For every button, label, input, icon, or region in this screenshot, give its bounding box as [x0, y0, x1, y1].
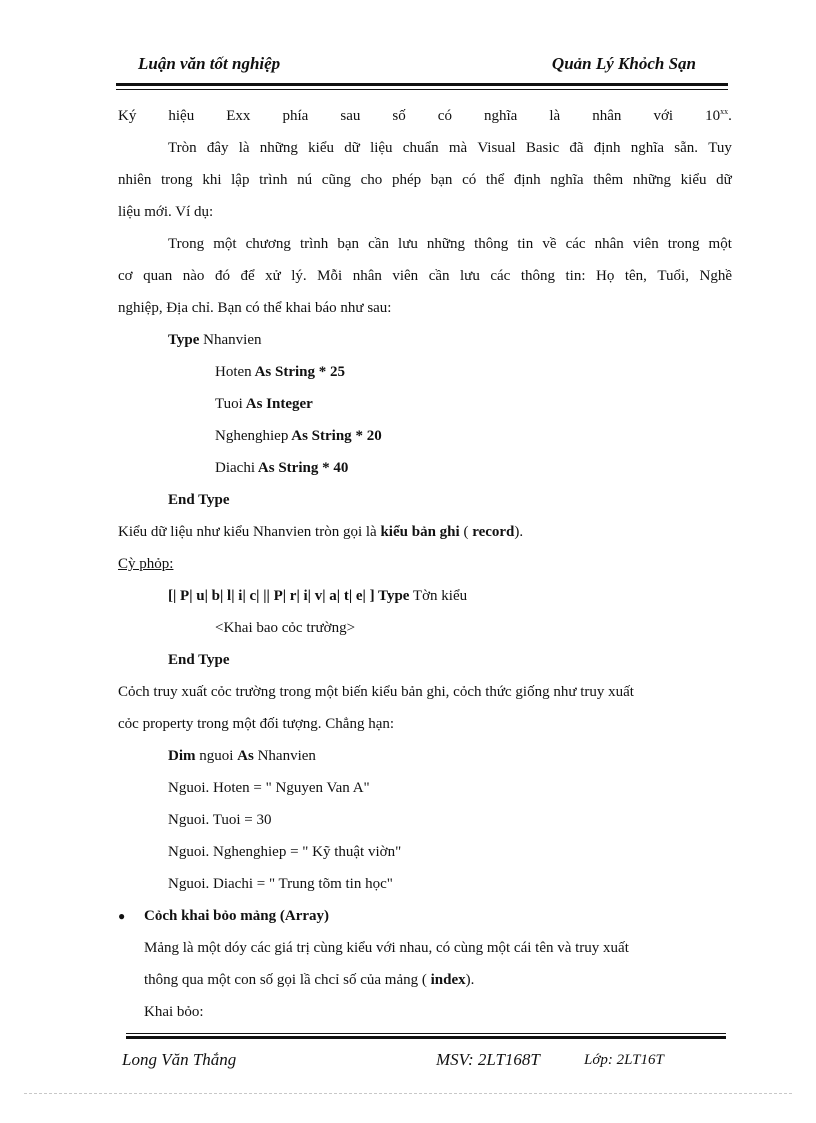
header-project-title: Quản Lý Khỏch Sạn	[551, 54, 696, 73]
paragraph-standard-types-line3: liệu mới. Ví dụ:	[118, 204, 214, 220]
code-type-declaration: Type Nhanvien	[168, 332, 262, 348]
code-field-tuoi: Tuoi As Integer	[215, 396, 313, 412]
header-thesis-title: Luận văn tốt nghiệp	[138, 54, 281, 73]
footer-rule-thick	[126, 1036, 726, 1039]
syntax-fields-line: <Khai bao cỏc trường>	[215, 620, 356, 636]
bullet-icon: ●	[118, 909, 126, 923]
header-rule-thick	[116, 83, 728, 86]
code-end-type: End Type	[168, 492, 230, 508]
paragraph-standard-types-line2: nhiên trong khi lập trình nú cũng cho phép bạn có thể định nghĩa thêm những kiểu dữ	[118, 172, 732, 188]
header-rule-thin	[116, 89, 728, 90]
footer-student-id: MSV: 2LT168T	[436, 1050, 540, 1069]
record-definition: Kiểu dữ liệu như kiểu Nhanvien tròn gọi là kiểu bản ghi ( record).	[118, 524, 524, 540]
line-exponent-note: Ký hiệu Exx phía sau số có nghĩa là nhân với 10$^{xx}$.	[118, 107, 732, 124]
footer-author-name: Long Văn Thắng	[122, 1050, 237, 1069]
syntax-end-type: End Type	[168, 652, 230, 668]
code-assign-tuoi: Nguoi. Tuoi = 30	[168, 812, 272, 828]
paragraph-employee-line1: Trong một chương trình bạn cần lưu những thông tin về các nhân viên trong một	[168, 236, 732, 252]
code-field-nghenghiep: Nghenghiep As String * 20	[215, 428, 382, 444]
code-dim-statement: Dim nguoi As Nhanvien	[168, 748, 316, 764]
array-paragraph-line2: thông qua một con số gọi lầ chcỉ số của mảng ( index).	[144, 972, 475, 988]
footer-class: Lớp: 2LT16T	[584, 1052, 664, 1068]
document-body	[118, 100, 732, 1028]
code-assign-nghenghiep: Nguoi. Nghenghiep = " Kỹ thuật viờn"	[168, 844, 402, 860]
footer-rule-thin	[126, 1033, 726, 1034]
syntax-heading: Cỳ phỏp:	[118, 556, 174, 572]
syntax-type-line: [| P| u| b| l| i| c| || P| r| i| v| a| t| e| ] Type Tờn kiểu	[168, 588, 468, 604]
access-paragraph-line2: cỏc property trong một đối tượng. Chẳng hạn:	[118, 716, 395, 732]
array-declare-label: Khai bỏo:	[144, 1004, 204, 1020]
page-bottom-edge	[24, 1093, 792, 1094]
code-field-diachi: Diachi As String * 40	[215, 460, 349, 476]
paragraph-employee-line3: nghiệp, Địa chỉ. Bạn có thể khai báo như sau:	[118, 300, 392, 316]
array-section-heading: ● Cỏch khai bỏo mảng (Array)	[118, 900, 732, 932]
access-paragraph-line1: Cỏch truy xuất cỏc trường trong một biến kiểu bản ghi, cỏch thức giống như truy xuất	[118, 684, 634, 700]
code-field-hoten: Hoten As String * 25	[215, 364, 346, 380]
code-assign-diachi: Nguoi. Diachi = " Trung tõm tin học"	[168, 876, 393, 892]
paragraph-standard-types-line1: Tròn đây là những kiểu dữ liệu chuẩn mà Visual Basic đã định nghĩa sẵn. Tuy	[168, 140, 732, 156]
page-footer	[122, 1050, 732, 1076]
paragraph-employee-line2: cơ quan nào đó để xử lý. Mỗi nhân viên cần lưu các thông tin: Họ tên, Tuổi, Nghề	[118, 268, 732, 284]
page-header	[116, 50, 728, 80]
code-assign-hoten: Nguoi. Hoten = " Nguyen Van A"	[168, 780, 370, 796]
array-paragraph-line1: Mảng là một dóy các giá trị cùng kiểu với nhau, có cùng một cái tên và truy xuất	[144, 940, 629, 956]
